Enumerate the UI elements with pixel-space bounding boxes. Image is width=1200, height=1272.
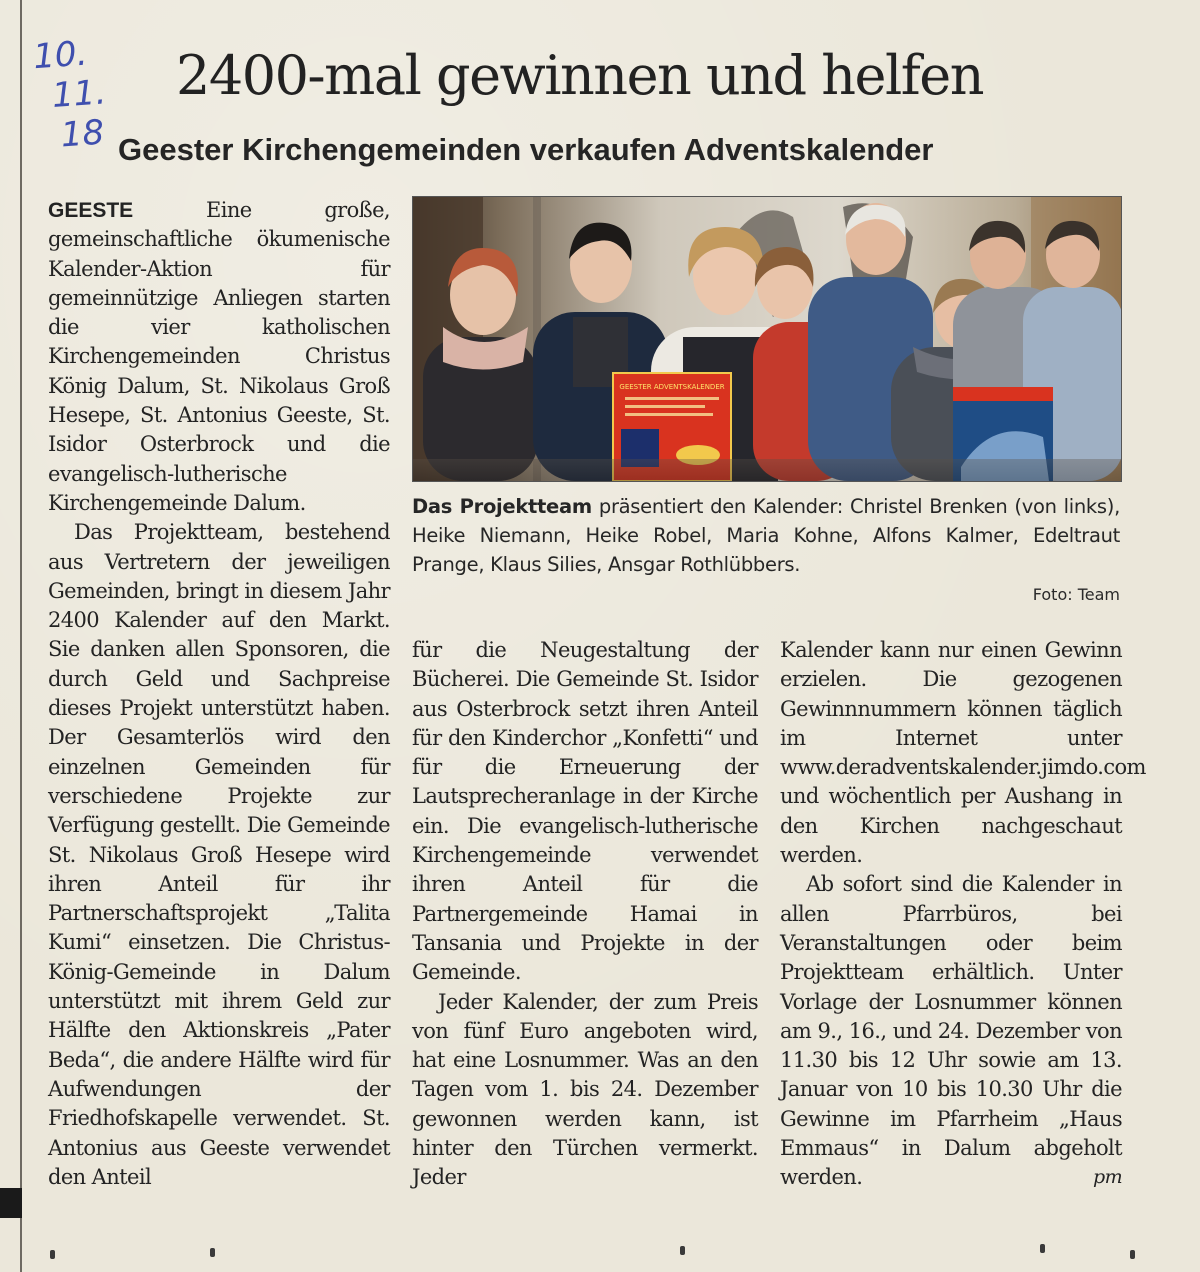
speck bbox=[210, 1248, 215, 1257]
speck bbox=[680, 1246, 685, 1255]
article-paragraph bbox=[780, 870, 1122, 1192]
left-margin-rule bbox=[20, 0, 22, 1272]
caption-lead: Das Projektteam bbox=[412, 495, 592, 518]
article-column-3 bbox=[780, 636, 1146, 1193]
article-column-1 bbox=[48, 196, 390, 1192]
caption-text: präsentiert den Kalender: Christel Brenken (von links), Heike Niemann, Heike Robel, Maria Kohne, Alfons Kalmer, Edeltraut Prange, Klaus Silies, Ansgar Rothlübbers. bbox=[412, 495, 1120, 576]
article-column-2 bbox=[412, 636, 758, 1193]
poster-title: GEESTER ADVENTSKALENDER bbox=[619, 383, 725, 391]
subheadline: Geester Kirchengemeinden verkaufen Adventskalender bbox=[118, 132, 934, 167]
handwritten-year: 18 bbox=[59, 112, 106, 156]
author-signature: pm bbox=[1093, 1166, 1122, 1189]
article-paragraph: Kalender kann nur einen Gewinn erzielen. Die gezogenen Gewinnnummern können täglich im Internet unter www.deradventskalender.jimdo.com und wöchentlich per Aushang in den Kirchen nachgeschaut werden. bbox=[780, 638, 1146, 868]
team-photo-illustration bbox=[413, 197, 1121, 481]
paragraph-text: Ab sofort sind die Kalender in allen Pfarrbüros, bei Veranstaltungen oder beim Projektteam erhältlich. Unter Vorlage der Losnummer können am 9., 16., und 24. Dezember von 11.30 bis 12 Uhr sowie am 13. Januar von 10 bis 10.30 Uhr die Gewinne im Pfarrheim „Haus Emmaus“ in Dalum abgeholt werden. bbox=[780, 872, 1122, 1190]
speck bbox=[1040, 1244, 1045, 1253]
article-paragraph: für die Neugestaltung der Bücherei. Die Gemeinde St. Isidor aus Osterbrock setzt ihren Anteil für den Kinderchor „Konfetti“ und für die Erneuerung der Lautsprecheranlage in der Kirche ein. Die evangelisch-lutherische Kirchengemeinde verwendet ihren Anteil für die Partnergemeinde Hamai in Tansania und Projekte in der Gemeinde. bbox=[412, 638, 758, 985]
speck bbox=[50, 1250, 55, 1259]
handwritten-day: 10. bbox=[31, 33, 89, 78]
article-paragraph bbox=[48, 196, 390, 518]
team-photo bbox=[412, 196, 1122, 482]
photo-credit: Foto: Team bbox=[1032, 585, 1120, 604]
margin-mark bbox=[0, 1188, 22, 1218]
handwritten-date bbox=[32, 31, 130, 157]
handwritten-month: 11. bbox=[50, 72, 108, 116]
speck bbox=[1130, 1250, 1135, 1259]
paragraph-text: Eine große, gemeinschaftliche ökumenische Kalender-Aktion für gemeinnützige Anliegen starten die vier katholischen Kirchengemeinden Christus König Dalum, St. Nikolaus Groß Hesepe, St. Antonius Geeste, St. Isidor Osterbrock und die evangelisch-lutherische Kirchengemeinde Dalum. bbox=[48, 198, 390, 515]
photo-caption bbox=[412, 492, 1120, 579]
headline: 2400-mal gewinnen und helfen bbox=[176, 44, 983, 107]
article-paragraph: Das Projektteam, bestehend aus Vertretern der jeweiligen Gemeinden, bringt in diesem Jahr 2400 Kalender auf den Markt. Sie danken allen Sponsoren, die durch Geld und Sachpreise dieses Projekt unterstützt haben. Der Gesamterlös wird den einzelnen Gemeinden für verschiedene Projekte zur Verfügung gestellt. Die Gemeinde St. Nikolaus Groß Hesepe wird ihren Anteil für ihr Partnerschaftsprojekt „Talita Kumi“ einsetzen. Die Christus-König-Gemeinde in Dalum unterstützt mit ihrem Geld zur Hälfte den Aktionskreis „Pater Beda“, die andere Hälfte wird für Aufwendungen der Friedhofskapelle verwendet. St. Antonius aus Geeste verwendet den Anteil bbox=[48, 520, 390, 1189]
article-paragraph: Jeder Kalender, der zum Preis von fünf Euro angeboten wird, hat eine Losnummer. Was an den Tagen vom 1. bis 24. Dezember gewonnen werden kann, ist hinter den Türchen vermerkt. Jeder bbox=[412, 989, 758, 1190]
dateline: GEESTE bbox=[48, 199, 134, 222]
